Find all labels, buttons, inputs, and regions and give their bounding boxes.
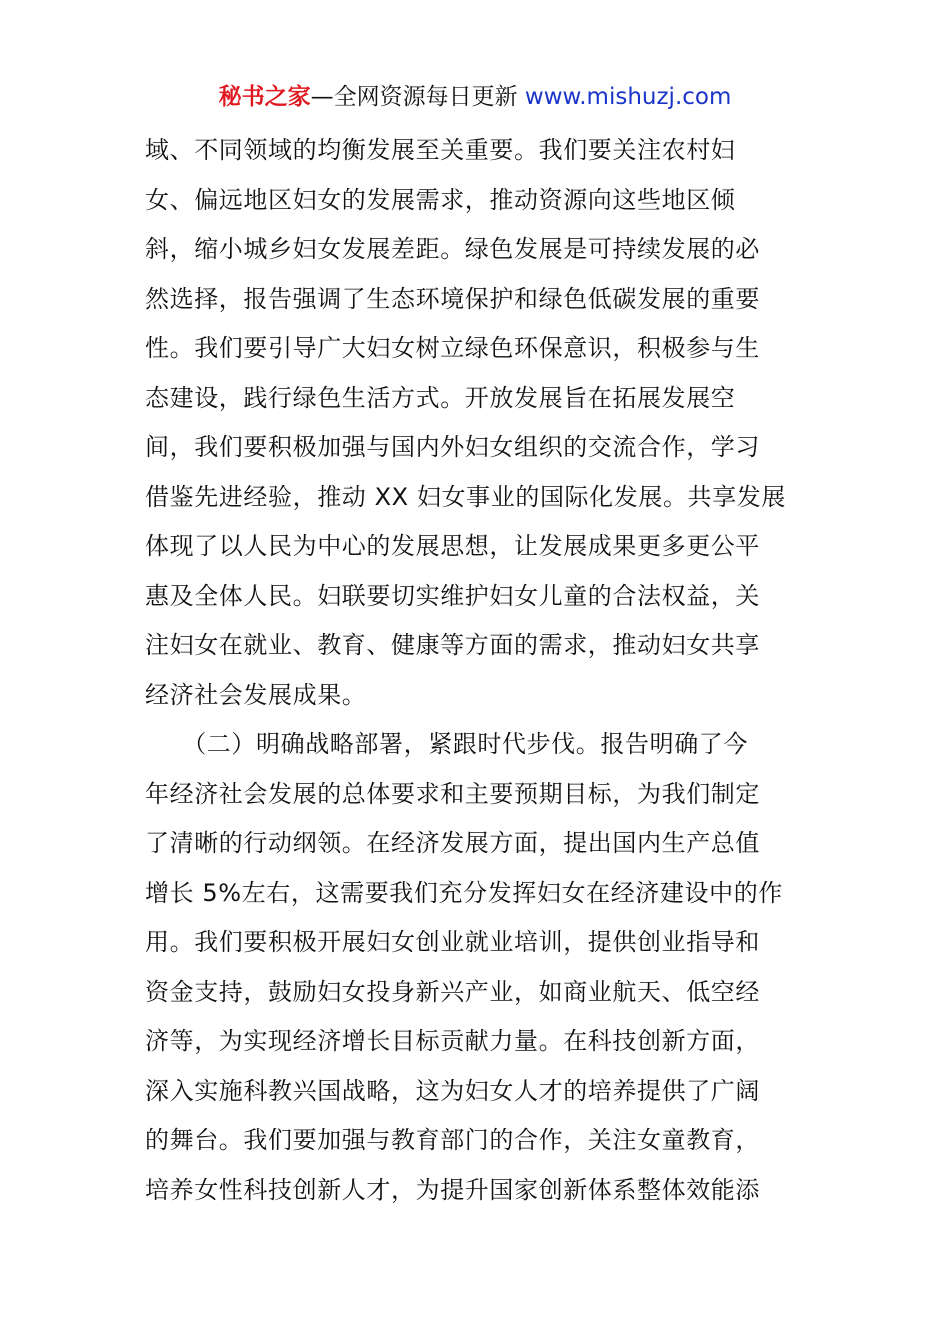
text-line: 性。我们要引导广大妇女树立绿色环保意识，积极参与生 [145, 334, 760, 362]
site-url-link[interactable]: www.mishuzj.com [517, 84, 732, 110]
paragraph-heading-line: （二）明确战略部署，紧跟时代步伐。报告明确了今 [145, 730, 748, 758]
text-line: 然选择，报告强调了生态环境保护和绿色低碳发展的重要 [145, 284, 760, 313]
text-line: 深入实施科教兴国战略，这为妇女人才的培养提供了广阔 [145, 1076, 760, 1105]
text-line: 经济社会发展成果。 [145, 680, 367, 709]
text-line: 的舞台。我们要加强与教育部门的合作，关注女童教育， [145, 1126, 760, 1154]
text-line: 年经济社会发展的总体要求和主要预期目标，为我们制定 [145, 779, 760, 808]
text-line: 了清晰的行动纲领。在经济发展方面，提出国内生产总值 [145, 829, 760, 857]
text-line: 资金支持，鼓励妇女投身新兴产业，如商业航天、低空经 [145, 977, 760, 1006]
site-brand: 秘书之家 [218, 84, 311, 110]
text-line: 女、偏远地区妇女的发展需求，推动资源向这些地区倾 [145, 185, 736, 214]
text-line: 用。我们要积极开展妇女创业就业培训，提供创业指导和 [145, 928, 760, 956]
text-line: 培养女性科技创新人才，为提升国家创新体系整体效能添 [145, 1175, 760, 1204]
text-line: 斜，缩小城乡妇女发展差距。绿色发展是可持续发展的必 [145, 235, 760, 263]
site-tagline: —全网资源每日更新 [310, 84, 518, 110]
text-line: 借鉴先进经验，推动 XX 妇女事业的国际化发展。共享发展 [145, 482, 786, 511]
text-line: 域、不同领域的均衡发展至关重要。我们要关注农村妇 [145, 136, 736, 164]
document-body [145, 126, 810, 1215]
text-line: 体现了以人民为中心的发展思想，让发展成果更多更公平 [145, 532, 760, 560]
text-line: 注妇女在就业、教育、健康等方面的需求，推动妇女共享 [145, 631, 760, 659]
text-line: 惠及全体人民。妇联要切实维护妇女儿童的合法权益，关 [145, 581, 760, 610]
text-line: 态建设，践行绿色生活方式。开放发展旨在拓展发展空 [145, 383, 736, 412]
text-line: 增长 5%左右，这需要我们充分发挥妇女在经济建设中的作 [145, 878, 783, 907]
page-header [0, 80, 950, 114]
text-line: 间，我们要积极加强与国内外妇女组织的交流合作，学习 [145, 433, 760, 461]
text-line: 济等，为实现经济增长目标贡献力量。在科技创新方面， [145, 1027, 760, 1055]
